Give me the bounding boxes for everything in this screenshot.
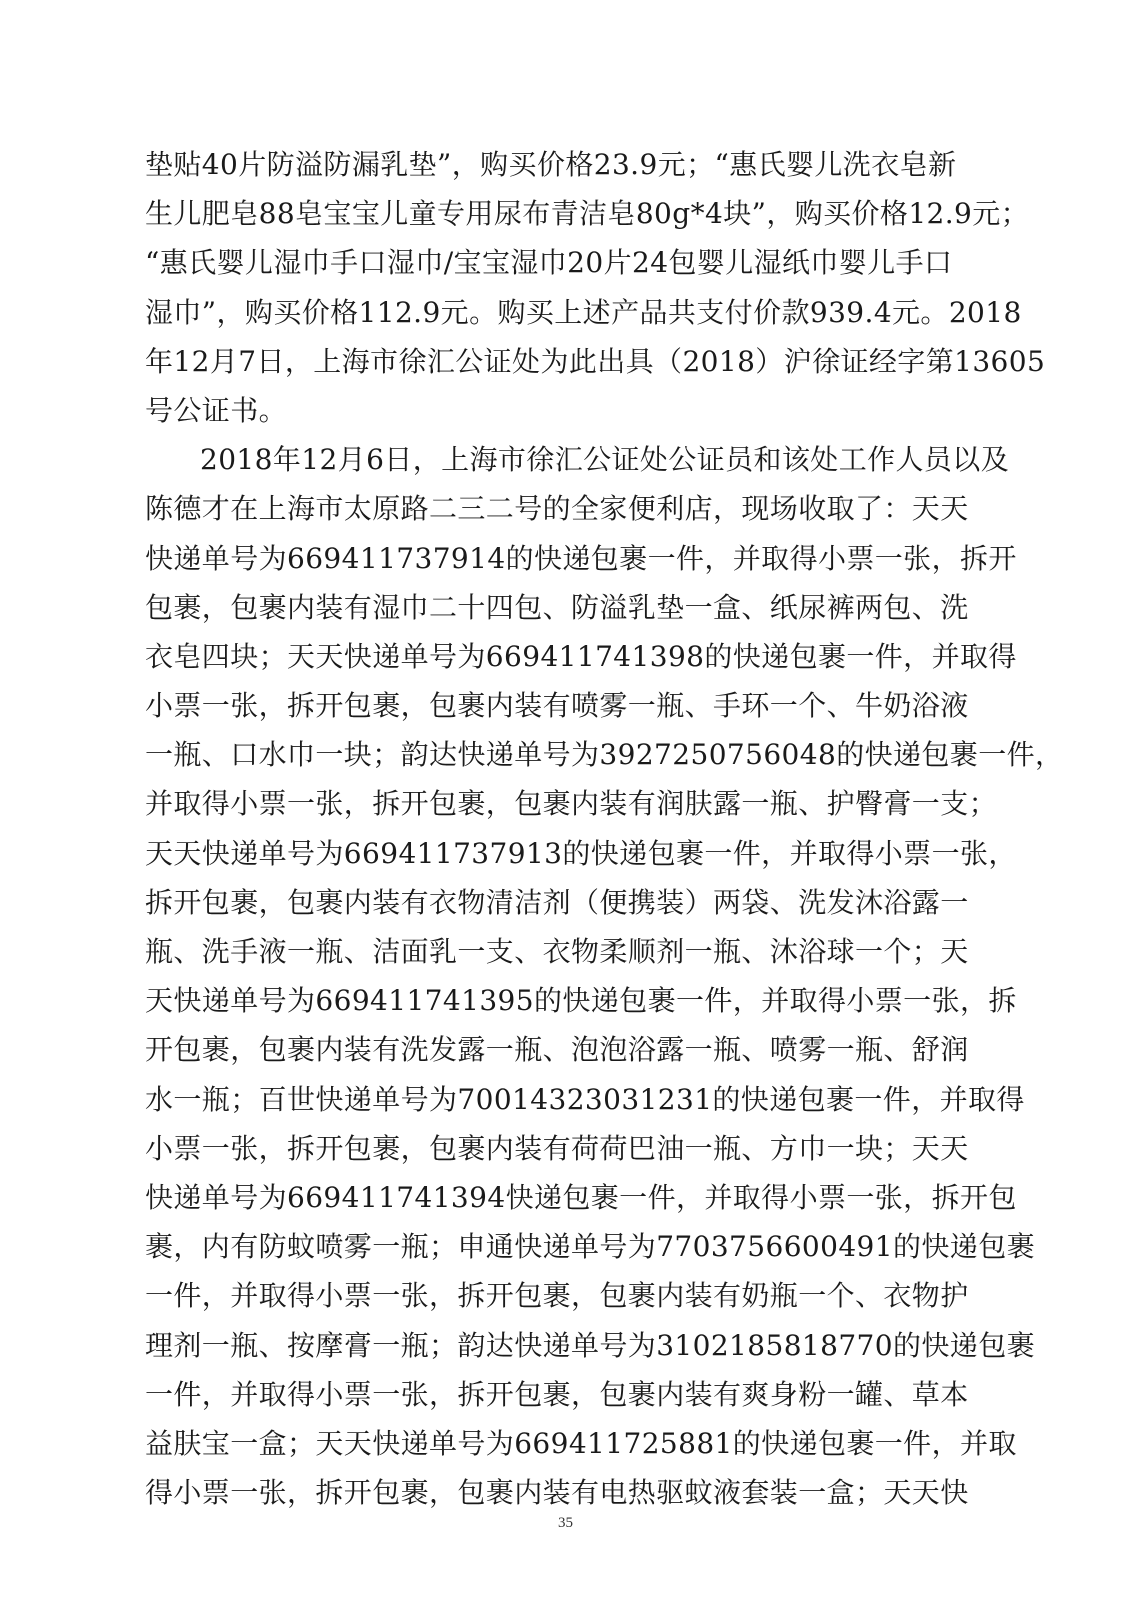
text-line: 益肤宝一盒；天天快递单号为669411725881的快递包裹一件，并取 (145, 1426, 1017, 1460)
text-line: 裹，内有防蚊喷雾一瓶；申通快递单号为7703756600491的快递包裹 (145, 1230, 1035, 1264)
text-line: 天快递单号为669411741395的快递包裹一件，并取得小票一张，拆 (145, 984, 1017, 1018)
text-line: 垫贴40片防溢防漏乳垫”，购买价格23.9元；“惠氏婴儿洗衣皂新 (145, 148, 957, 181)
text-line: 湿巾”，购买价格112.9元。购买上述产品共支付价款939.4元。2018 (145, 295, 1022, 329)
text-line: 包裹，包裹内装有湿巾二十四包、防溢乳垫一盒、纸尿裤两包、洗 (145, 590, 969, 624)
text-line: 理剂一瓶、按摩膏一瓶；韵达快递单号为3102185818770的快递包裹 (145, 1328, 1035, 1362)
page-number: 35 (558, 1515, 573, 1531)
text-line: 一件，并取得小票一张，拆开包裹，包裹内装有奶瓶一个、衣物护 (145, 1279, 969, 1313)
text-line: 水一瓶；百世快递单号为70014323031231的快递包裹一件，并取得 (145, 1082, 1025, 1116)
text-line: 得小票一张，拆开包裹，包裹内装有电热驱蚊液套装一盒；天天快 (145, 1476, 969, 1510)
text-line: 小票一张，拆开包裹，包裹内装有喷雾一瓶、手环一个、牛奶浴液 (145, 689, 969, 723)
text-line: 快递单号为669411737914的快递包裹一件，并取得小票一张，拆开 (145, 541, 1017, 575)
text-line: 快递单号为669411741394快递包裹一件，并取得小票一张，拆开包 (145, 1180, 1017, 1214)
text-line: 天天快递单号为669411737913的快递包裹一件，并取得小票一张， (145, 836, 1017, 870)
text-line: 拆开包裹，包裹内装有衣物清洁剂（便携装）两袋、洗发沐浴露一 (145, 885, 969, 919)
text-line: 衣皂四块；天天快递单号为669411741398的快递包裹一件，并取得 (145, 639, 1017, 673)
text-line: 并取得小票一张，拆开包裹，包裹内装有润肤露一瓶、护臀膏一支； (145, 787, 998, 821)
body-text (145, 140, 1064, 1517)
text-line: 一件，并取得小票一张，拆开包裹，包裹内装有爽身粉一罐、草本 (145, 1377, 969, 1411)
text-line: “惠氏婴儿湿巾手口湿巾/宝宝湿巾20片24包婴儿湿纸巾婴儿手口 (145, 246, 953, 280)
text-line: 开包裹，包裹内装有洗发露一瓶、泡泡浴露一瓶、喷雾一瓶、舒润 (145, 1033, 969, 1067)
text-line: 生儿肥皂88皂宝宝儿童专用尿布青洁皂80g*4块”，购买价格12.9元； (145, 197, 1030, 231)
text-line: 号公证书。 (145, 393, 288, 427)
text-line: 一瓶、口水巾一块；韵达快递单号为3927250756048的快递包裹一件， (145, 738, 1064, 772)
text-line: 小票一张，拆开包裹，包裹内装有荷荷巴油一瓶、方巾一块；天天 (145, 1131, 969, 1165)
text-line: 年12月7日，上海市徐汇公证处为此出具（2018）沪徐证经字第13605 (145, 344, 1046, 378)
text-line: 陈德才在上海市太原路二三二号的全家便利店，现场收取了：天天 (145, 492, 969, 526)
paragraph-start-line: 2018年12月6日，上海市徐汇公证处公证员和该处工作人员以及 (200, 443, 1010, 477)
text-line: 瓶、洗手液一瓶、洁面乳一支、衣物柔顺剂一瓶、沐浴球一个；天 (145, 935, 969, 968)
